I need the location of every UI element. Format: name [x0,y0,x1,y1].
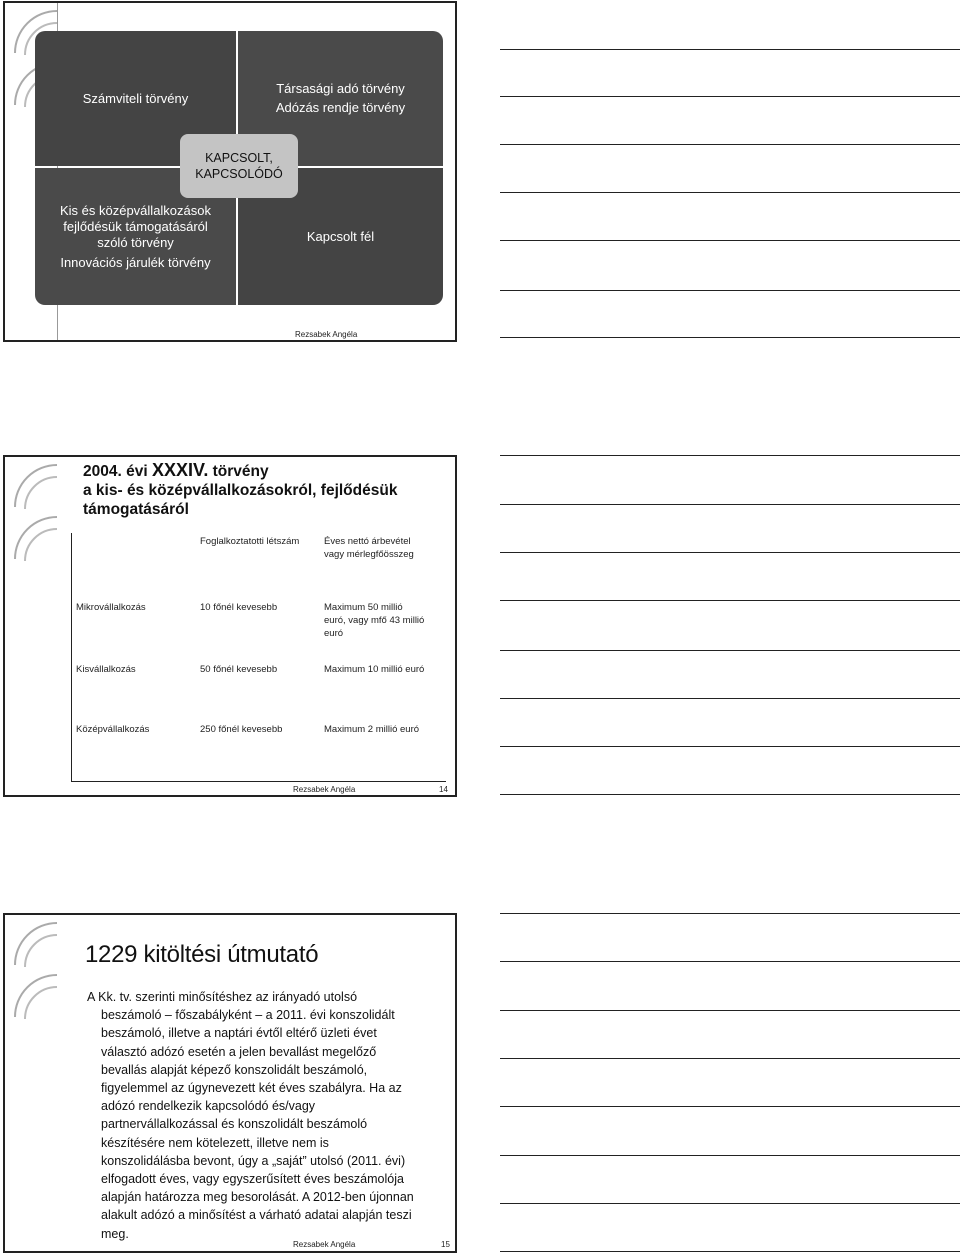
body-line-11: alakult adózó a minősítést a várható adatai alapján teszi [101,1208,412,1223]
note-line [500,504,960,505]
slide-1 [3,1,457,342]
quad-bl-line-1: fejlődésük támogatásáról [63,218,208,234]
note-line [500,600,960,601]
body-line-4: figyelemmel az úgynevezett két éves szabályra. Ha az [101,1081,402,1096]
note-line [500,192,960,193]
slide-2-page-number: 14 [439,785,448,794]
row-medium-name: Középvállalkozás [76,724,150,735]
row-medium-rev-0: Maximum 2 millió euró [324,724,420,735]
relation-diagram [35,31,443,305]
note-line [500,794,960,795]
slide-3-footer: Rezsabek Angéla [293,1240,356,1249]
row-small-rev-0: Maximum 10 millió euró [324,664,425,675]
slide-2 [3,455,457,797]
row-micro-rev-0: Maximum 50 millió [324,602,403,613]
note-line [500,698,960,699]
body-line-8: konszolidálásba bevont, úgy a „saját” utolsó (2011. évi) [101,1153,406,1168]
note-line [500,1203,960,1204]
slide-2-title [83,461,397,519]
body-line-3: bevallás alapját képező konszolidált beszámoló, [101,1062,368,1077]
title-suffix: törvény [208,463,269,480]
body-lead: A Kk. tv. szerinti minősítéshez az irányadó utolsó [87,990,358,1004]
note-line [500,1106,960,1107]
note-line [500,455,960,456]
quad-br-line-0: Kapcsolt fél [306,228,375,244]
body-line-1: beszámoló, illetve a naptári évtől eltérő üzleti évet [101,1026,377,1041]
center-box [180,134,298,198]
center-line-0: KAPCSOLT, [205,151,273,165]
quad-bl-line-0: Kis és középvállalkozások [59,202,212,218]
note-line [500,552,960,553]
note-line [500,240,960,241]
note-line [500,290,960,291]
quad-tr-line-1: Adózás rendje törvény [275,100,406,115]
note-line [500,913,960,914]
quad-bl-line-2: szóló törvény [97,234,174,250]
note-line [500,1010,960,1011]
row-small-name: Kisvállalkozás [76,664,136,675]
note-line [500,49,960,50]
binder-rings-decoration [5,915,65,1035]
note-line [500,1058,960,1059]
title-line-3: támogatásáról [83,501,189,518]
note-line [500,1155,960,1156]
note-line [500,337,960,338]
note-line [500,1251,960,1252]
body-line-9: elfogadott éves, vagy egyszerűsített éves beszámolója [101,1172,404,1187]
slide-3-page-number: 15 [441,1240,450,1249]
size-category-table [71,533,446,782]
note-line [500,961,960,962]
quad-tl-line-0: Számviteli törvény [82,90,189,106]
slide-2-footer: Rezsabek Angéla [293,785,356,794]
title-prefix: 2004. évi [83,463,152,480]
binder-rings-decoration [5,457,65,577]
center-line-1: KAPCSOLÓDÓ [195,167,283,181]
slide-1-footer: Rezsabek Angéla [295,330,358,339]
body-line-6: partnervállalkozással és konszolidált beszámoló [101,1117,368,1132]
slide-3-title: 1229 kitöltési útmutató [85,941,319,968]
note-line [500,746,960,747]
title-line-2: a kis- és középvállalkozásokról, fejlődésük [83,482,398,499]
quad-bl-line-3: Innovációs járulék törvény [60,254,211,270]
body-line-2: választó adózó esetén a jelen bevallást megelőző [101,1044,377,1059]
body-line-10: alapján határozza meg besorolását. A 2012-ben újonnan [101,1190,414,1205]
header-revenue-line-1: Éves nettó árbevétel [324,536,411,547]
row-micro-rev-2: euró [324,628,344,639]
body-line-0: beszámoló – főszabályként – a 2011. évi konszolidált [101,1008,395,1023]
slide-3 [3,913,457,1253]
row-micro-rev-1: euró, vagy mfő 43 millió [324,615,425,626]
slide-3-body [87,988,457,1243]
row-medium-staff: 250 főnél kevesebb [200,724,283,735]
body-line-7: készítésére nem kötelezett, illetve nem is [101,1135,329,1150]
note-line [500,144,960,145]
header-staff: Foglalkoztatotti létszám [200,536,300,547]
header-revenue-line-2: vagy mérlegfőösszeg [324,549,414,560]
note-line [500,96,960,97]
title-roman: XXXIV. [151,460,209,480]
title-line-1 [83,461,397,481]
row-micro-staff: 10 főnél kevesebb [200,602,278,613]
row-small-staff: 50 főnél kevesebb [200,664,278,675]
body-line-12: meg. [101,1226,129,1241]
body-line-5: adózó rendelkezik kapcsolódó és/vagy [101,1099,316,1114]
row-micro-name: Mikrovállalkozás [76,602,146,613]
quad-tr-line-0: Társasági adó törvény [276,81,405,96]
note-line [500,650,960,651]
